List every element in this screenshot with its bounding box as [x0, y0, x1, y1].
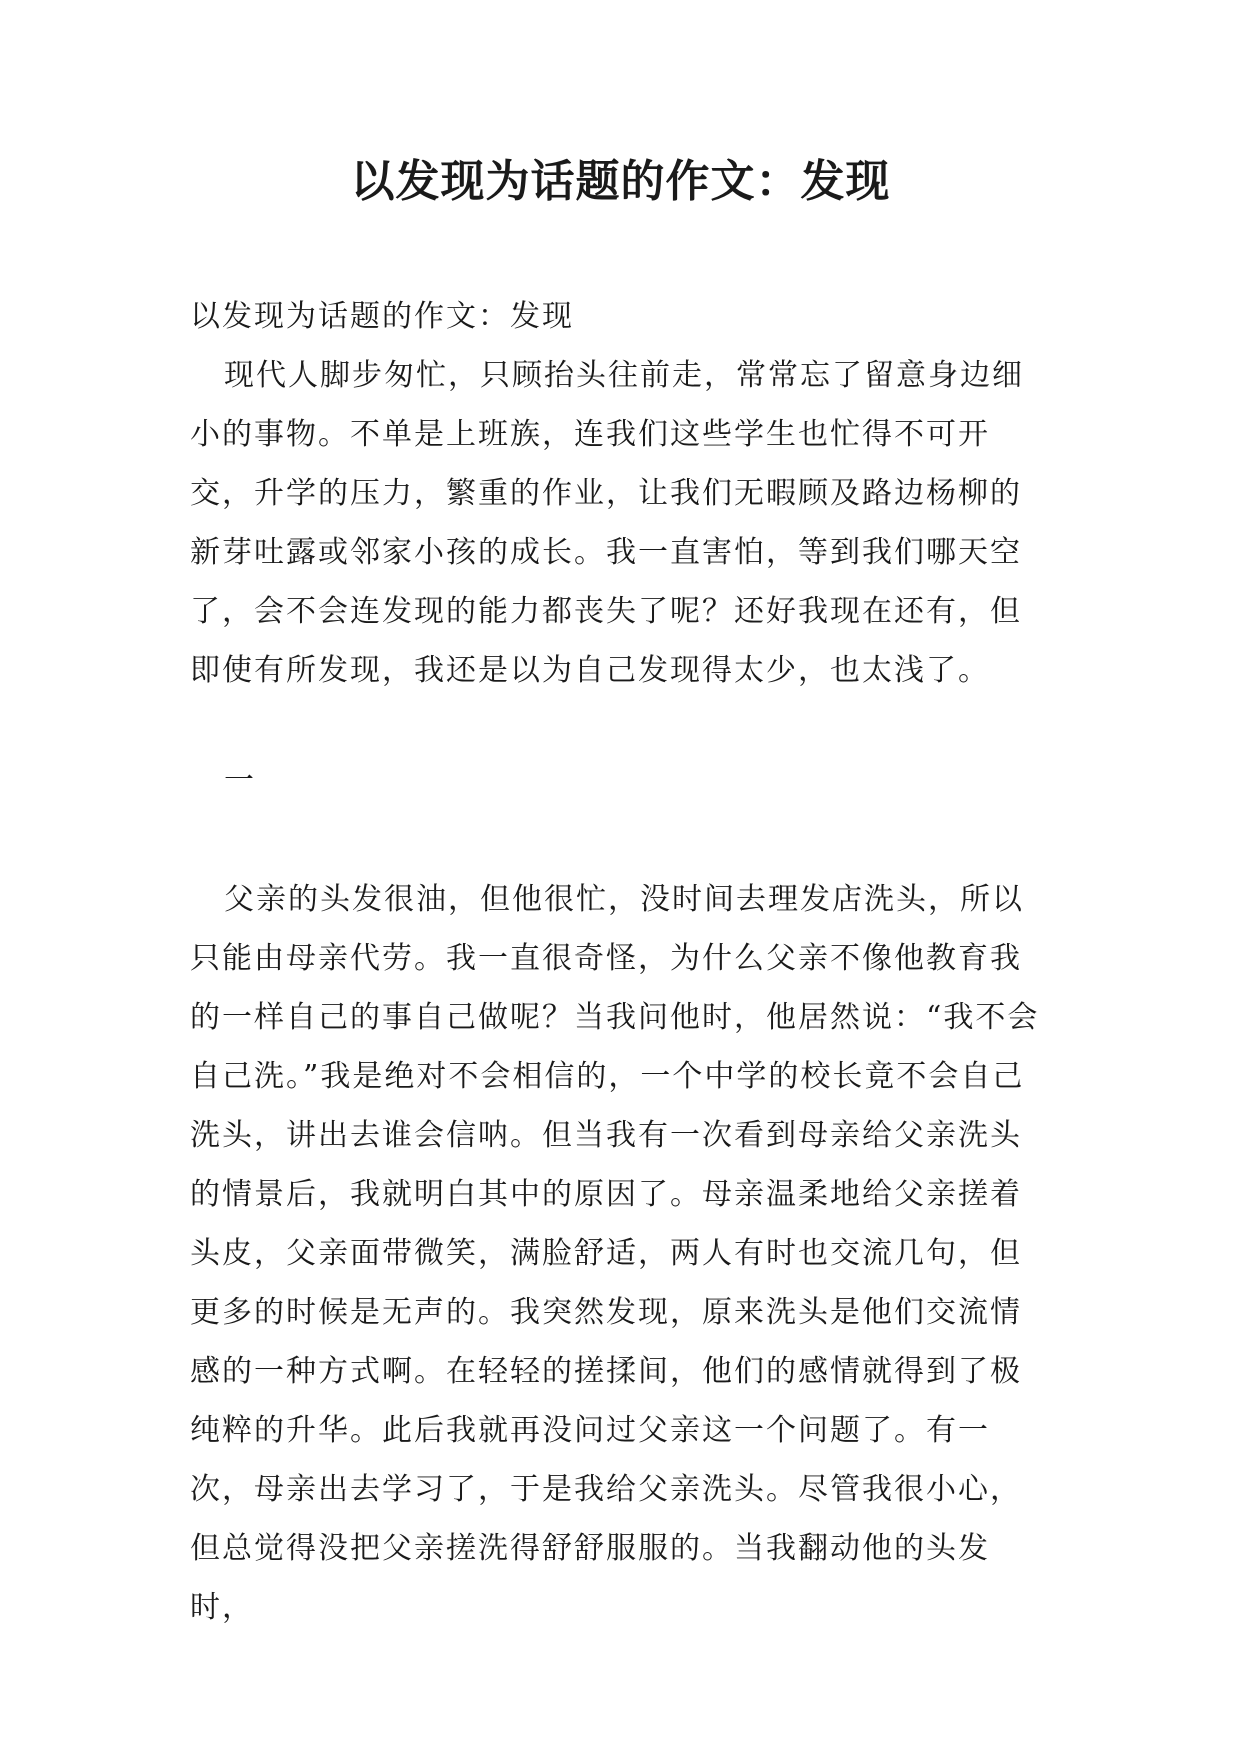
paragraph-intro: 现代人脚步匆忙，只顾抬头往前走，常常忘了留意身边细小的事物。不单是上班族，连我们这些学生也忙得不可开交，升学的压力，繁重的作业，让我们无暇顾及路边杨柳的新芽吐露或邻家小孩的成长。我一直害怕，等到我们哪天空了，会不会连发现的能力都丧失了呢？还好我现在还有，但即使有所发现，我还是以为自己发现得太少，也太浅了。: [190, 358, 1024, 688]
paragraph-father-hair: 父亲的头发很油，但他很忙，没时间去理发店洗头，所以只能由母亲代劳。我一直很奇怪，为什么父亲不像他教育我的一样自己的事自己做呢？当我问他时，他居然说：“我不会自己洗。”我是绝对不会相信的，一个中学的校长竟不会自己洗头，讲出去谁会信呐。但当我有一次看到母亲给父亲洗头的情景后，我就明白其中的原因了。母亲温柔地给父亲搓着头皮，父亲面带微笑，满脸舒适，两人有时也交流几句，但更多的时候是无声的。我突然发现，原来洗头是他们交流情感的一种方式啊。在轻轻的搓揉间，他们的感情就得到了极纯粹的升华。此后我就再没问过父亲这一个问题了。有一次，母亲出去学习了，于是我给父亲洗头。尽管我很小心，但总觉得没把父亲搓洗得舒舒服服的。当我翻动他的头发时，: [190, 882, 1040, 1625]
document-subtitle: 以发现为话题的作文：发现: [190, 299, 574, 334]
document-title: 以发现为话题的作文：发现: [350, 156, 891, 207]
section-marker: 一: [224, 763, 256, 798]
